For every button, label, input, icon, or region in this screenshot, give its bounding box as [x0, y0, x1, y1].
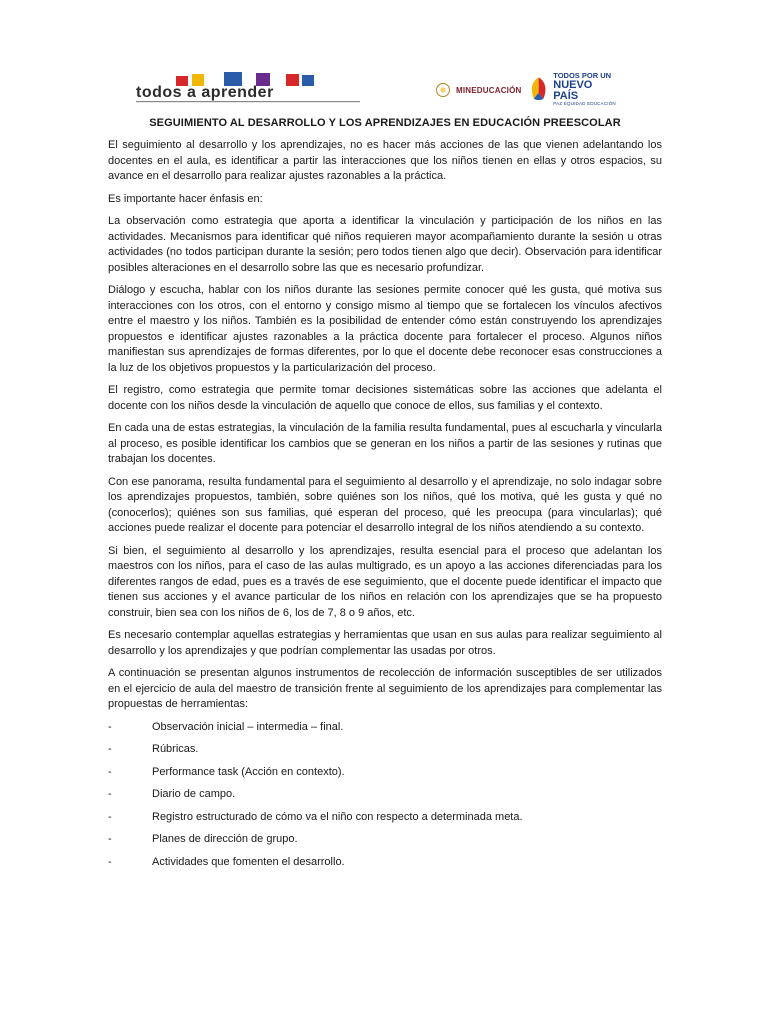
list-item [108, 855, 662, 878]
todos-por-un-nuevo-pais-logo [528, 71, 618, 106]
list-item-text: Rúbricas. [152, 743, 199, 756]
list-item [108, 742, 662, 765]
gov-slogan-line3: PAZ EQUIDAD EDUCACIÓN [553, 100, 616, 106]
colombia-flag-mark-icon [528, 75, 549, 103]
list-item-text: Observación inicial – intermedia – final. [152, 720, 344, 733]
list-item-text: Performance task (Acción en contexto). [152, 765, 345, 778]
ministry-name: MINEDUCACIÓN [456, 85, 522, 95]
paragraph: Diálogo y escucha, hablar con los niños durante las sesiones permite conocer qué les gusta, qué motiva sus interacciones con los otros, con el entorno y consigo mismo al tiempo que se fortalecen los vínculos afectivos entre el maestro y los niños. También es la posibilidad de entender cómo están construyendo los aprendizajes propuestos e identificar ajustes razonables a la práctica docente para fortalecer el proceso. Algunos niños manifiestan sus aprendizajes de formas diferentes, por lo que el docente debe reconocer esas construcciones a la luz de los objetivos propuestos y la particularización del proceso. [108, 284, 662, 374]
list-bullet: - [108, 788, 112, 801]
paragraph: Con ese panorama, resulta fundamental para el seguimiento al desarrollo y el aprendizaje, no solo indagar sobre los aprendizajes propuestos, también, sobre quiénes son los niños, qué los motiva, qué les gusta y qué no (conocerlos); quiénes son sus familias, qué esperan del proceso, qué les preocupa (para vincularlas); qué acciones puede realizar el docente para potenciar el desarrollo integral de los niños atendiendo a su contexto. [108, 475, 662, 534]
document-body [108, 138, 662, 878]
document-title: SEGUIMIENTO AL DESARROLLO Y LOS APRENDIZAJES EN EDUCACIÓN PREESCOLAR [149, 117, 621, 129]
list-bullet: - [108, 833, 112, 846]
list-item [108, 787, 662, 810]
list-item [108, 765, 662, 788]
instrument-list [108, 720, 662, 878]
mineducacion-logo [436, 80, 526, 100]
list-item [108, 810, 662, 833]
paragraph: Es necesario contemplar aquellas estrategias y herramientas que usan en sus aulas para realizar seguimiento al desarrollo y los aprendizajes y que podrían complementar las usadas por otros. [108, 629, 662, 657]
paragraph: En cada una de estas estrategias, la vinculación de la familia resulta fundamental, pues al escucharla y vincularla al proceso, es posible identificar los cambios que se generan en los niños a partir de las sesiones y rutinas que trabajan los docentes. [108, 422, 662, 465]
todos-a-aprender-logo [136, 70, 360, 106]
gov-slogan-line1: TODOS POR UN [553, 71, 612, 80]
list-bullet: - [108, 810, 112, 823]
list-bullet: - [108, 743, 112, 756]
paragraph: El seguimiento al desarrollo y los aprendizajes, no es hacer más acciones de las que vienen adelantando los docentes en el aula, es identificar a partir las interacciones que los niños tienen en ellas y otros espacios, su avance en el desarrollo para realizar ajustes razonables a la práctica. [108, 139, 662, 182]
paragraph: Si bien, el seguimiento al desarrollo y los aprendizajes, resulta esencial para el proceso que adelantan los maestros con los niños, para el caso de las aulas multigrado, es un apoyo a las acciones diferenciadas para los diferentes rangos de edad, pues es a través de ese seguimiento, que el docente puede identificar el impacto que tienen sus acciones y el avance particular de los niños en relación con los aprendizajes que se ha propuesto construir, bien sea con los niños de 6, los de 7, 8 o 9 años, etc. [108, 544, 662, 619]
paragraph: Es importante hacer énfasis en: [108, 192, 263, 205]
paragraph: A continuación se presentan algunos instrumentos de recolección de información susceptibles de ser utilizados en el ejercicio de aula del maestro de transición frente al seguimiento de los aprendizajes para complementar las propuestas de herramientas: [108, 667, 662, 710]
list-bullet: - [108, 765, 112, 778]
coat-of-arms-icon [436, 83, 450, 97]
list-item [108, 832, 662, 855]
list-item-text: Actividades que fomenten el desarrollo. [152, 856, 345, 869]
list-item-text: Registro estructurado de cómo va el niño con respecto a determinada meta. [152, 810, 523, 823]
list-bullet: - [108, 856, 112, 869]
list-item-text: Planes de dirección de grupo. [152, 833, 298, 846]
paragraph: La observación como estrategia que aporta a identificar la vinculación y participación de los niños en las actividades. Mecanismos para identificar qué niños requieren mayor acompañamiento durante la sesión u otras actividades (no todos participan durante la sesión; pero todos tienen algo que decir). Observación para identificar posibles alteraciones en el desarrollo sobre las que es necesario profundizar. [108, 215, 662, 274]
paragraph: El registro, como estrategia que permite tomar decisiones sistemáticas sobre las acciones que adelanta el docente con los niños desde la vinculación de aquello que conoce de ellos, sus familias y el contexto. [108, 384, 662, 412]
gov-slogan-line2: NUEVO PAÍS [553, 78, 593, 102]
list-bullet: - [108, 720, 112, 733]
list-item [108, 720, 662, 743]
list-item-text: Diario de campo. [152, 788, 236, 801]
logo-wordmark: todos a aprender [136, 84, 274, 101]
